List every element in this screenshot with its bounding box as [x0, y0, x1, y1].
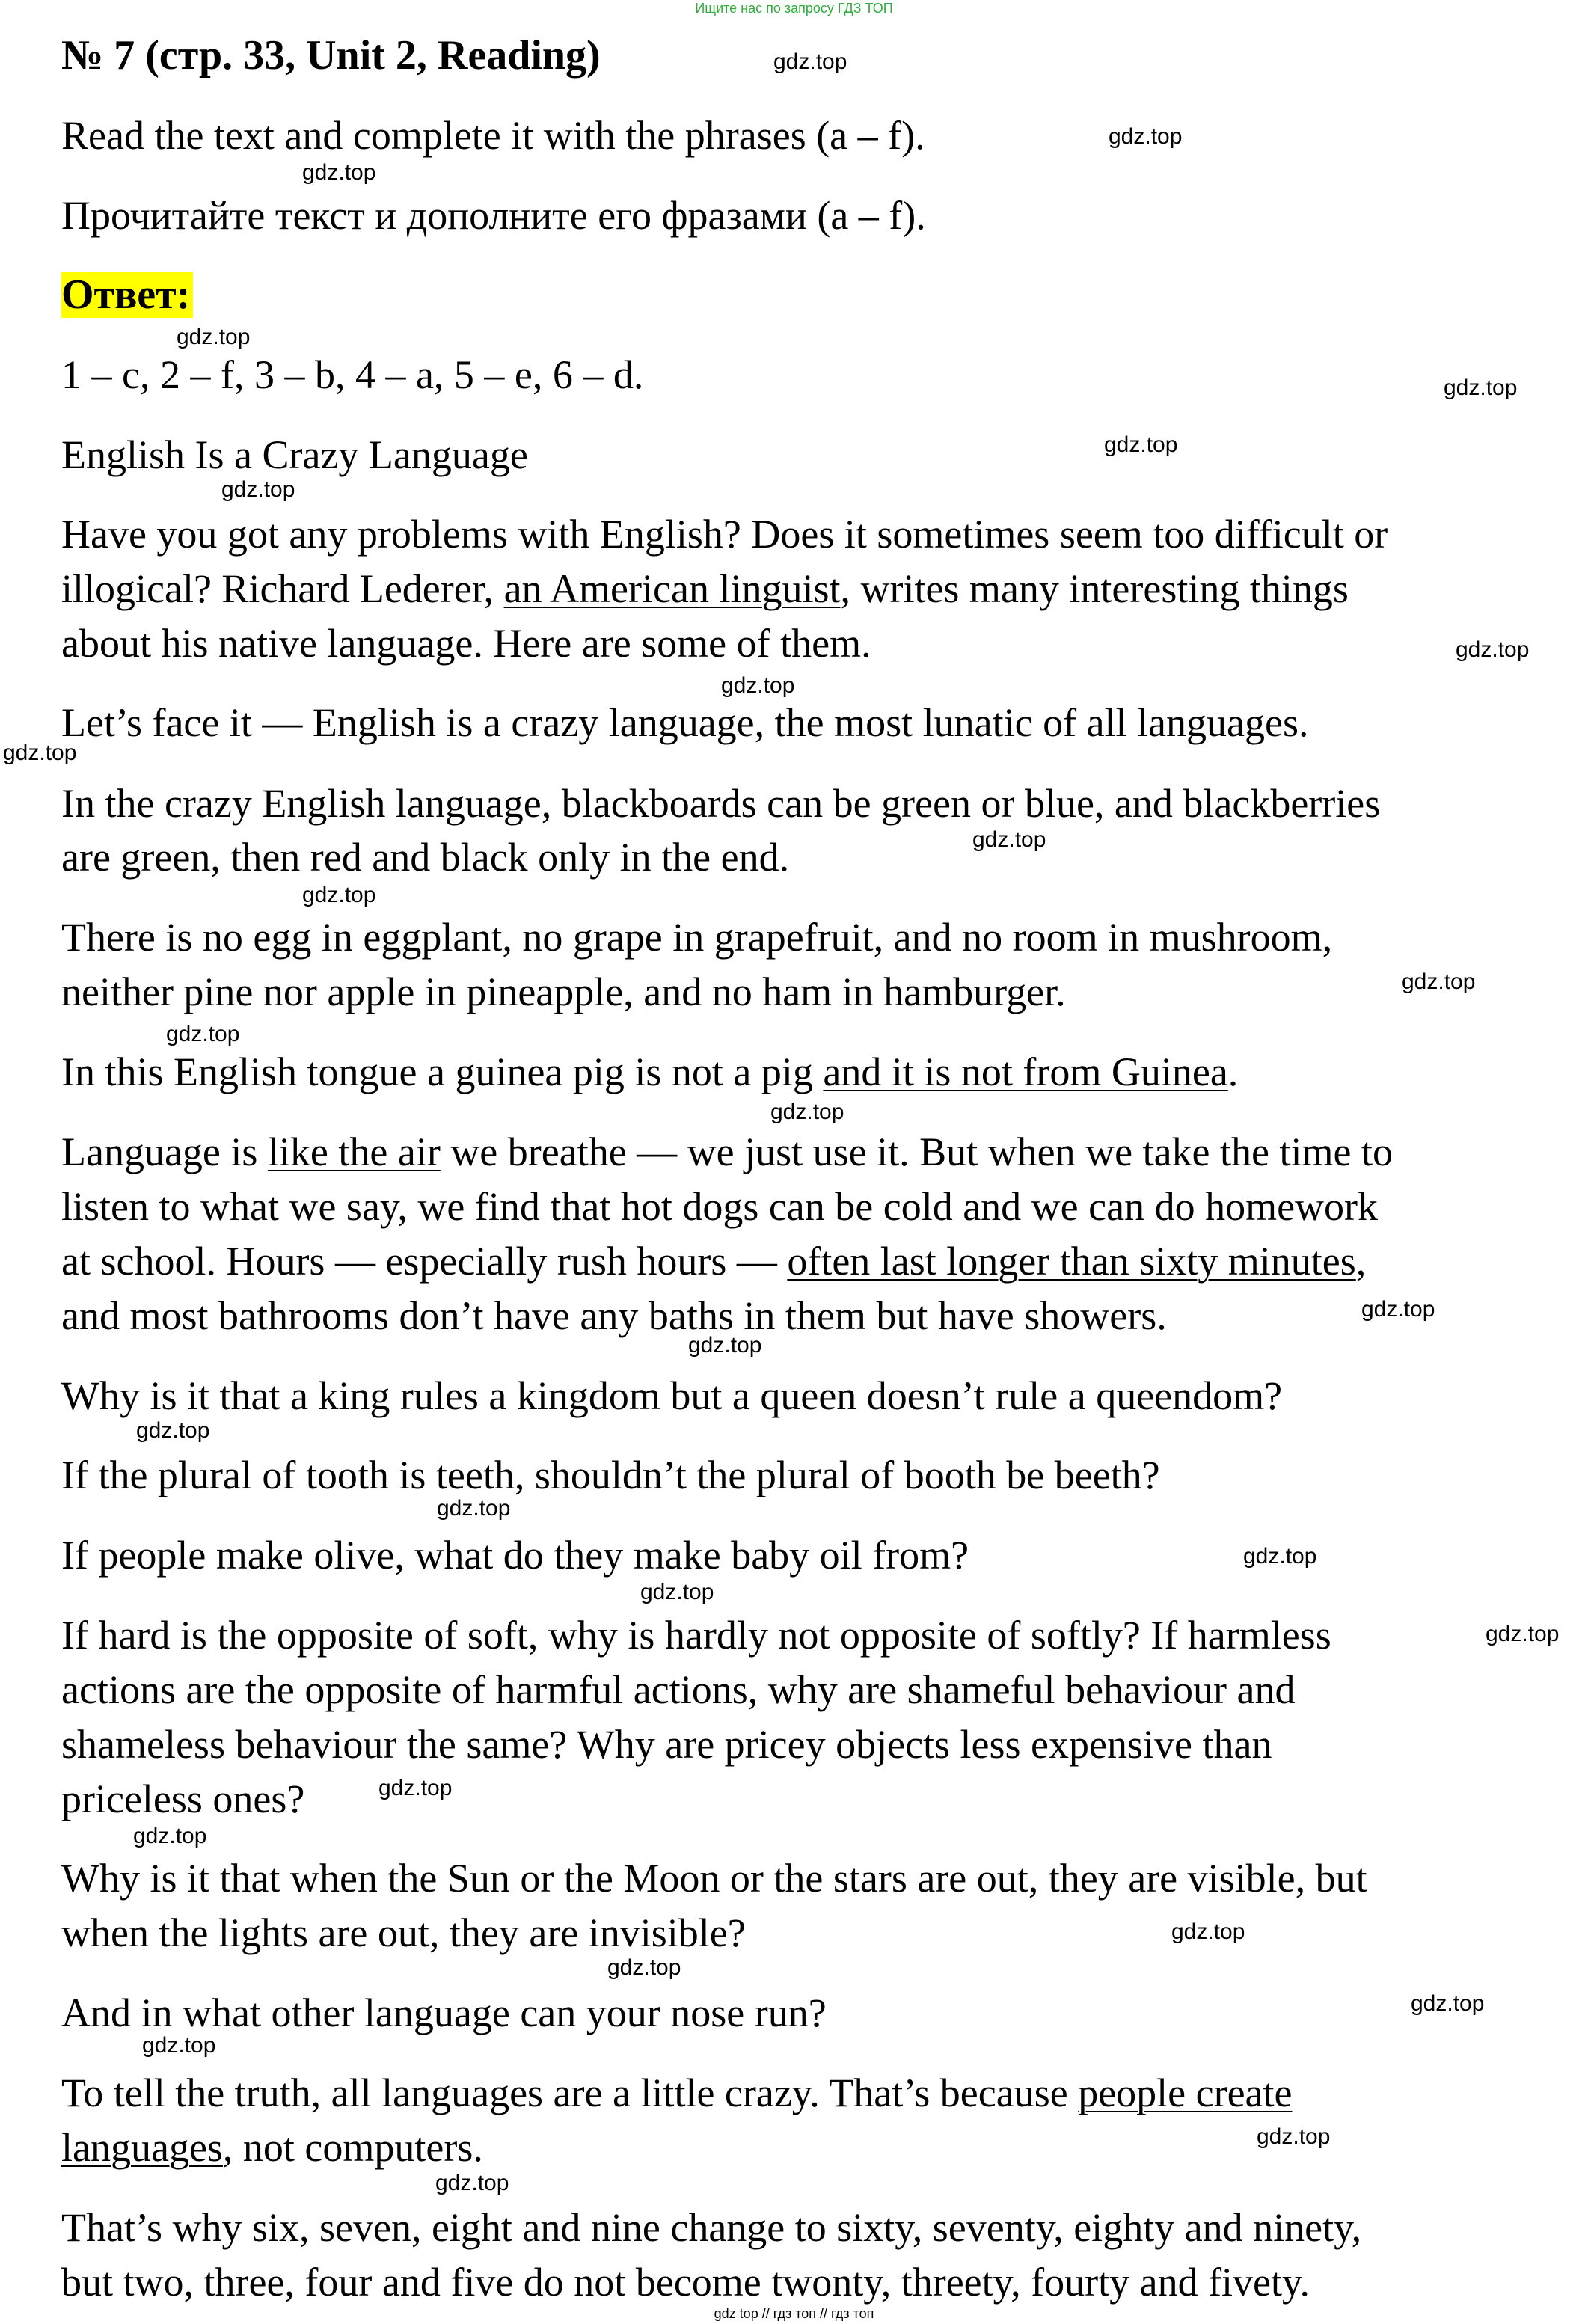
paragraph-4-line-1: There is no egg in eggplant, no grape in grapefruit, and no room in mushroom,: [61, 915, 1333, 960]
paragraph-10-line-4: priceless ones?: [61, 1776, 305, 1821]
underlined-phrase: and it is not from Guinea: [823, 1049, 1228, 1094]
answer-key: 1 – c, 2 – f, 3 – b, 4 – a, 5 – e, 6 – d.: [61, 352, 644, 397]
watermark: gdz.top: [1402, 969, 1476, 994]
watermark: gdz.top: [1171, 1919, 1245, 1944]
watermark: gdz.top: [133, 1824, 207, 1848]
paragraph-1-line-1: Have you got any problems with English? Does it sometimes seem too difficult or: [61, 512, 1388, 557]
watermark: gdz.top: [3, 741, 77, 765]
underlined-phrase: languages: [61, 2125, 223, 2170]
paragraph-11-line-1: Why is it that when the Sun or the Moon or the stars are out, they are visible, but: [61, 1856, 1367, 1901]
watermark: gdz.top: [1456, 637, 1530, 662]
watermark: gdz.top: [770, 1100, 844, 1124]
watermark: gdz.top: [972, 827, 1046, 852]
footer-watermark: gdz top // гдз топ // гдз топ: [714, 2306, 874, 2321]
exercise-title: № 7 (стр. 33, Unit 2, Reading): [61, 32, 601, 79]
paragraph-10-line-1: If hard is the opposite of soft, why is hardly not opposite of softly? If harmless: [61, 1613, 1331, 1658]
paragraph-10-line-3: shameless behaviour the same? Why are pricey objects less expensive than: [61, 1722, 1272, 1767]
underlined-phrase: people create: [1078, 2070, 1293, 2115]
paragraph-10-line-2: actions are the opposite of harmful actions, why are shameful behaviour and: [61, 1667, 1296, 1712]
watermark: gdz.top: [607, 1955, 681, 1980]
watermark: gdz.top: [302, 883, 376, 907]
watermark: gdz.top: [435, 2171, 509, 2195]
paragraph-6-line-4: and most bathrooms don’t have any baths in them but have showers.: [61, 1293, 1167, 1338]
watermark: gdz.top: [1361, 1297, 1435, 1322]
paragraph-5: In this English tongue a guinea pig is not a pig and it is not from Guinea.: [61, 1049, 1239, 1094]
watermark: gdz.top: [221, 477, 295, 502]
underlined-phrase: an American linguist: [503, 566, 841, 611]
underlined-phrase: often last longer than sixty minutes: [787, 1239, 1356, 1284]
watermark: gdz.top: [688, 1333, 762, 1358]
task-russian: Прочитайте текст и дополните его фразами (a – f).: [61, 193, 926, 238]
paragraph-13-line-1: To tell the truth, all languages are a little crazy. That’s because people create: [61, 2070, 1293, 2115]
watermark: gdz.top: [1243, 1544, 1317, 1569]
watermark: gdz.top: [773, 49, 847, 74]
paragraph-6-line-2: listen to what we say, we find that hot dogs can be cold and we can do homework: [61, 1184, 1379, 1229]
paragraph-3-line-1: In the crazy English language, blackboards can be green or blue, and blackberries: [61, 781, 1381, 826]
watermark: gdz.top: [177, 325, 251, 349]
paragraph-3-line-2: are green, then red and black only in the end.: [61, 835, 790, 880]
task-english: Read the text and complete it with the phrases (a – f).: [61, 113, 925, 158]
watermark: gdz.top: [166, 1022, 240, 1046]
paragraph-13-line-2: languages, not computers.: [61, 2125, 483, 2170]
paragraph-7: Why is it that a king rules a kingdom but a queen doesn’t rule a queendom?: [61, 1373, 1283, 1418]
watermark: gdz.top: [721, 673, 795, 698]
watermark: gdz.top: [1486, 1622, 1560, 1646]
watermark: gdz.top: [1109, 124, 1183, 149]
watermark: gdz.top: [136, 1418, 210, 1443]
answer-label: Ответ:: [61, 272, 193, 318]
watermark: gdz.top: [302, 160, 376, 185]
paragraph-8: If the plural of tooth is teeth, shouldn’t the plural of booth be beeth?: [61, 1453, 1160, 1497]
paragraph-14-line-1: That’s why six, seven, eight and nine change to sixty, seventy, eighty and ninety,: [61, 2205, 1362, 2250]
paragraph-6-line-1: Language is like the air we breathe — we just use it. But when we take the time to: [61, 1129, 1393, 1174]
top-banner: Ищите нас по запросу ГДЗ ТОП: [695, 1, 893, 16]
watermark: gdz.top: [142, 2033, 216, 2058]
watermark: gdz.top: [640, 1580, 714, 1604]
answer-heading: [61, 268, 1550, 322]
watermark: gdz.top: [378, 1776, 453, 1800]
watermark: gdz.top: [1444, 375, 1518, 400]
paragraph-12: And in what other language can your nose run?: [61, 1990, 827, 2035]
paragraph-14-line-2: but two, three, four and five do not become twonty, threety, fourty and fivety.: [61, 2260, 1310, 2305]
paragraph-1-line-3: about his native language. Here are some of them.: [61, 621, 871, 666]
paragraph-4-line-2: neither pine nor apple in pineapple, and no ham in hamburger.: [61, 969, 1066, 1014]
paragraph-1-line-2: illogical? Richard Lederer, an American linguist, writes many interesting things: [61, 566, 1349, 611]
watermark: gdz.top: [1104, 432, 1178, 457]
paragraph-9: If people make olive, what do they make baby oil from?: [61, 1533, 969, 1578]
watermark: gdz.top: [1411, 1991, 1485, 2016]
paragraph-11-line-2: when the lights are out, they are invisible?: [61, 1910, 746, 1955]
paragraph-2: Let’s face it — English is a crazy language, the most lunatic of all languages.: [61, 700, 1309, 745]
watermark: gdz.top: [1257, 2124, 1331, 2149]
watermark: gdz.top: [437, 1496, 511, 1521]
paragraph-6-line-3: at school. Hours — especially rush hours — often last longer than sixty minutes,: [61, 1239, 1367, 1284]
underlined-phrase: like the air: [267, 1129, 441, 1174]
article-title: English Is a Crazy Language: [61, 432, 528, 477]
